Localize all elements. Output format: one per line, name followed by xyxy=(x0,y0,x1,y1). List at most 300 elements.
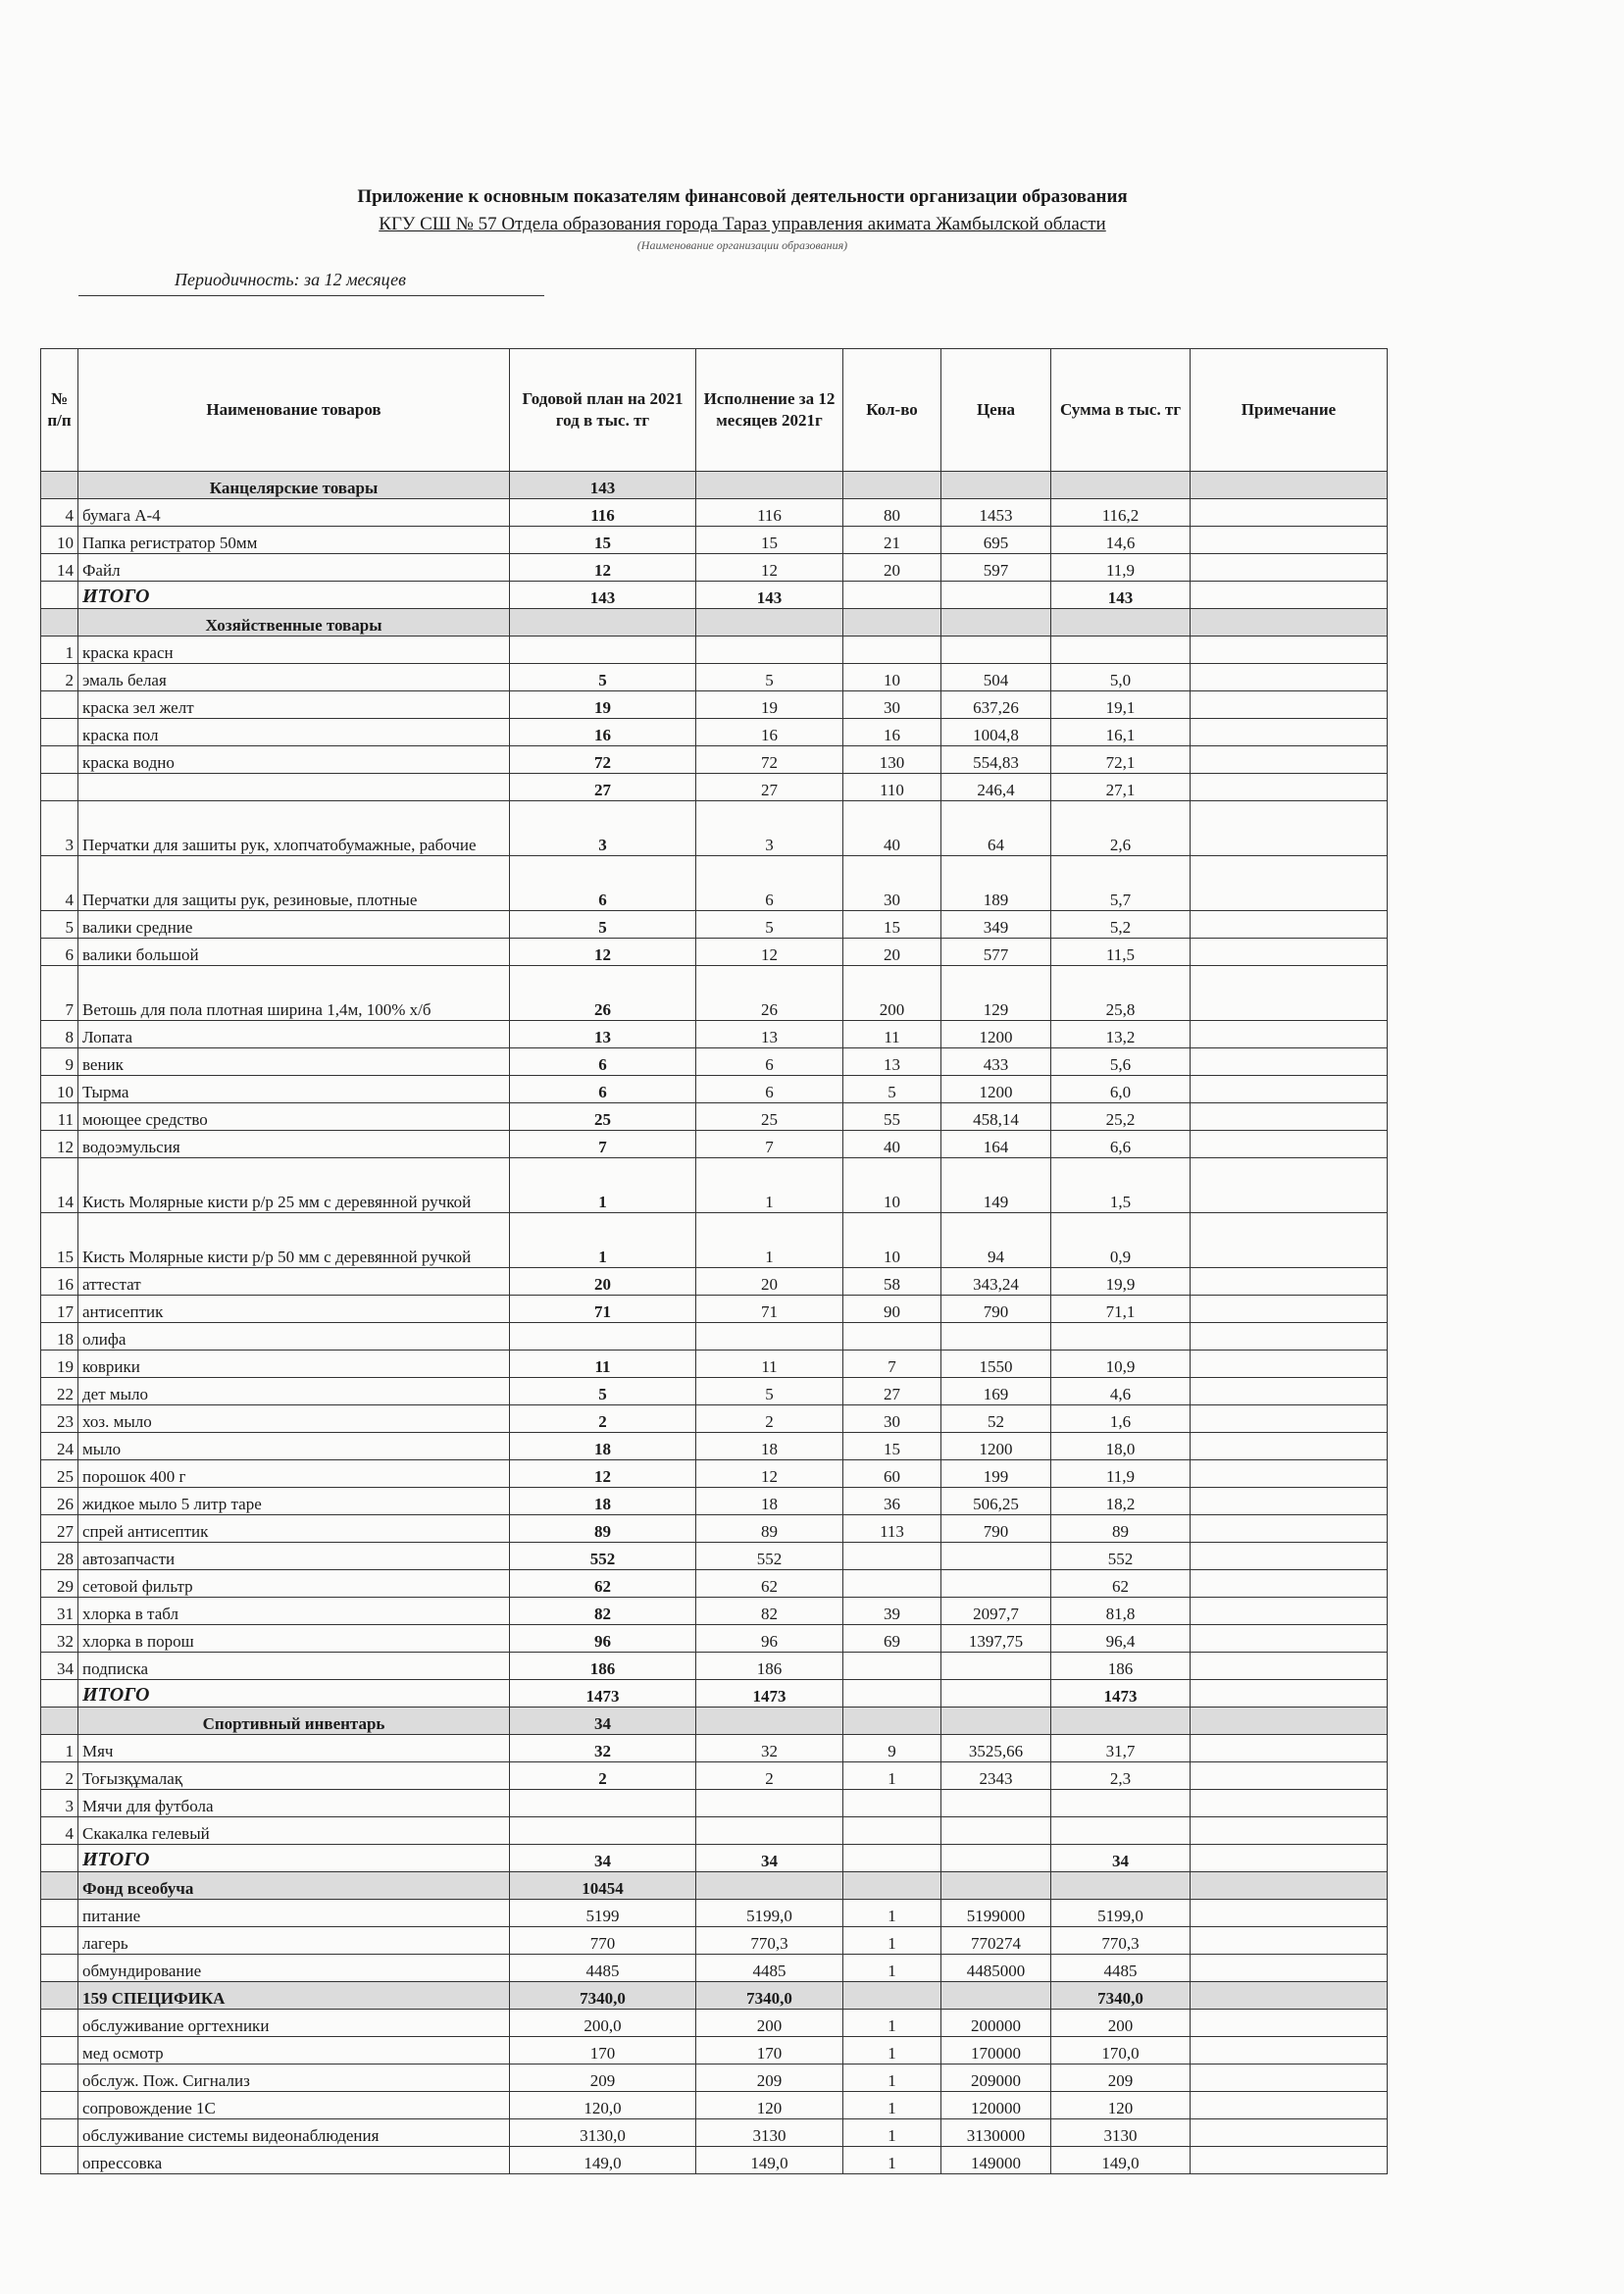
table-row-total xyxy=(41,582,1388,609)
row-exec: 5 xyxy=(696,664,843,691)
row-note xyxy=(1191,746,1388,774)
row-price: 695 xyxy=(941,527,1051,554)
row-sum: 5,7 xyxy=(1051,856,1191,911)
row-num: 32 xyxy=(41,1625,78,1653)
row-qty: 80 xyxy=(843,499,941,527)
table-row xyxy=(41,2119,1388,2147)
row-qty: 5 xyxy=(843,1076,941,1103)
row-price: 120000 xyxy=(941,2092,1051,2119)
row-note xyxy=(1191,2119,1388,2147)
row-plan: 200,0 xyxy=(510,2010,696,2037)
row-num xyxy=(41,1982,78,2010)
row-num xyxy=(41,691,78,719)
table-row xyxy=(41,746,1388,774)
row-name: Перчатки для защиты рук, резиновые, плотные xyxy=(78,856,510,911)
row-sum: 81,8 xyxy=(1051,1598,1191,1625)
table-row xyxy=(41,1131,1388,1158)
row-qty: 40 xyxy=(843,1131,941,1158)
row-plan: 120,0 xyxy=(510,2092,696,2119)
row-exec: 143 xyxy=(696,582,843,609)
row-num: 5 xyxy=(41,911,78,939)
row-note xyxy=(1191,1955,1388,1982)
row-qty xyxy=(843,609,941,637)
row-num: 19 xyxy=(41,1351,78,1378)
row-exec: 4485 xyxy=(696,1955,843,1982)
row-plan: 34 xyxy=(510,1708,696,1735)
row-name: моющее средство xyxy=(78,1103,510,1131)
row-price: 5199000 xyxy=(941,1900,1051,1927)
table-row xyxy=(41,1048,1388,1076)
row-sum: 71,1 xyxy=(1051,1296,1191,1323)
row-price: 1453 xyxy=(941,499,1051,527)
row-exec: 96 xyxy=(696,1625,843,1653)
row-note xyxy=(1191,1790,1388,1817)
table-row xyxy=(41,1158,1388,1213)
row-num: 4 xyxy=(41,1817,78,1845)
row-qty: 10 xyxy=(843,1158,941,1213)
row-plan: 26 xyxy=(510,966,696,1021)
row-note xyxy=(1191,691,1388,719)
row-plan: 72 xyxy=(510,746,696,774)
row-exec: 32 xyxy=(696,1735,843,1762)
row-qty: 15 xyxy=(843,1433,941,1460)
row-num: 10 xyxy=(41,527,78,554)
row-note xyxy=(1191,1680,1388,1708)
row-name: сопровождение 1С xyxy=(78,2092,510,2119)
row-sum: 143 xyxy=(1051,582,1191,609)
row-plan: 1 xyxy=(510,1213,696,1268)
row-note xyxy=(1191,582,1388,609)
row-num xyxy=(41,1955,78,1982)
row-plan: 7340,0 xyxy=(510,1982,696,2010)
row-plan: 143 xyxy=(510,472,696,499)
row-num: 6 xyxy=(41,939,78,966)
row-qty: 27 xyxy=(843,1378,941,1405)
row-name: Мяч xyxy=(78,1735,510,1762)
row-qty: 16 xyxy=(843,719,941,746)
row-price: 169 xyxy=(941,1378,1051,1405)
table-row xyxy=(41,1762,1388,1790)
row-price: 189 xyxy=(941,856,1051,911)
row-sum xyxy=(1051,609,1191,637)
row-exec: 2 xyxy=(696,1762,843,1790)
row-name: Перчатки для зашиты рук, хлопчатобумажные, рабочие xyxy=(78,801,510,856)
organization-name: КГУ СШ № 57 Отдела образования города Тараз управления акимата Жамбылской области xyxy=(379,214,1106,234)
row-qty: 1 xyxy=(843,2065,941,2092)
row-price: 790 xyxy=(941,1515,1051,1543)
row-name: дет мыло xyxy=(78,1378,510,1405)
row-sum: 31,7 xyxy=(1051,1735,1191,1762)
row-qty xyxy=(843,1982,941,2010)
row-qty: 21 xyxy=(843,527,941,554)
table-row xyxy=(41,1460,1388,1488)
row-qty xyxy=(843,1817,941,1845)
row-name: валики большой xyxy=(78,939,510,966)
row-note xyxy=(1191,2010,1388,2037)
row-num: 22 xyxy=(41,1378,78,1405)
row-note xyxy=(1191,1048,1388,1076)
row-name: 159 СПЕЦИФИКА xyxy=(78,1982,510,2010)
row-sum: 209 xyxy=(1051,2065,1191,2092)
row-num xyxy=(41,2065,78,2092)
row-price: 3525,66 xyxy=(941,1735,1051,1762)
row-qty: 11 xyxy=(843,1021,941,1048)
goods-table xyxy=(40,348,1388,2174)
row-price xyxy=(941,1817,1051,1845)
row-exec: 209 xyxy=(696,2065,843,2092)
row-num xyxy=(41,582,78,609)
col-header-qty: Кол-во xyxy=(843,349,941,472)
row-num: 11 xyxy=(41,1103,78,1131)
row-name: Мячи для футбола xyxy=(78,1790,510,1817)
row-name: Фонд всеобуча xyxy=(78,1872,510,1900)
table-header-row xyxy=(41,349,1388,472)
row-sum: 19,1 xyxy=(1051,691,1191,719)
table-row xyxy=(41,1296,1388,1323)
row-note xyxy=(1191,1735,1388,1762)
row-exec: 16 xyxy=(696,719,843,746)
row-exec: 71 xyxy=(696,1296,843,1323)
row-note xyxy=(1191,856,1388,911)
row-qty: 1 xyxy=(843,2119,941,2147)
row-name: Тырма xyxy=(78,1076,510,1103)
row-note xyxy=(1191,1872,1388,1900)
row-plan: 15 xyxy=(510,527,696,554)
row-price: 64 xyxy=(941,801,1051,856)
row-sum: 4485 xyxy=(1051,1955,1191,1982)
row-sum: 770,3 xyxy=(1051,1927,1191,1955)
row-sum xyxy=(1051,1323,1191,1351)
row-price: 504 xyxy=(941,664,1051,691)
table-row xyxy=(41,1927,1388,1955)
row-qty xyxy=(843,637,941,664)
row-name: Спортивный инвентарь xyxy=(78,1708,510,1735)
row-note xyxy=(1191,1570,1388,1598)
row-price: 343,24 xyxy=(941,1268,1051,1296)
row-price xyxy=(941,1680,1051,1708)
table-row-section xyxy=(41,609,1388,637)
row-price: 129 xyxy=(941,966,1051,1021)
table-row xyxy=(41,774,1388,801)
row-qty: 1 xyxy=(843,2010,941,2037)
row-exec: 1 xyxy=(696,1158,843,1213)
row-plan: 6 xyxy=(510,1076,696,1103)
row-exec: 25 xyxy=(696,1103,843,1131)
row-note xyxy=(1191,472,1388,499)
row-qty: 1 xyxy=(843,1955,941,1982)
row-price xyxy=(941,1323,1051,1351)
row-exec: 7 xyxy=(696,1131,843,1158)
row-num xyxy=(41,2010,78,2037)
row-price xyxy=(941,472,1051,499)
row-price: 94 xyxy=(941,1213,1051,1268)
row-qty: 60 xyxy=(843,1460,941,1488)
row-plan: 1473 xyxy=(510,1680,696,1708)
row-qty: 90 xyxy=(843,1296,941,1323)
row-price: 506,25 xyxy=(941,1488,1051,1515)
col-header-sum: Сумма в тыс. тг xyxy=(1051,349,1191,472)
row-price xyxy=(941,1982,1051,2010)
row-sum: 2,3 xyxy=(1051,1762,1191,1790)
row-exec: 5 xyxy=(696,911,843,939)
row-plan: 89 xyxy=(510,1515,696,1543)
row-qty: 110 xyxy=(843,774,941,801)
row-note xyxy=(1191,1625,1388,1653)
row-qty xyxy=(843,1790,941,1817)
row-sum: 7340,0 xyxy=(1051,1982,1191,2010)
row-note xyxy=(1191,1131,1388,1158)
table-row xyxy=(41,801,1388,856)
row-note xyxy=(1191,2037,1388,2065)
row-sum xyxy=(1051,637,1191,664)
row-name: хлорка в табл xyxy=(78,1598,510,1625)
row-plan: 209 xyxy=(510,2065,696,2092)
row-exec: 20 xyxy=(696,1268,843,1296)
row-note xyxy=(1191,1076,1388,1103)
row-num: 4 xyxy=(41,856,78,911)
row-qty: 39 xyxy=(843,1598,941,1625)
row-plan: 62 xyxy=(510,1570,696,1598)
row-qty: 9 xyxy=(843,1735,941,1762)
table-row xyxy=(41,554,1388,582)
row-name: мед осмотр xyxy=(78,2037,510,2065)
row-qty: 1 xyxy=(843,1900,941,1927)
row-name: краска водно xyxy=(78,746,510,774)
row-qty: 1 xyxy=(843,2147,941,2174)
row-num: 26 xyxy=(41,1488,78,1515)
row-name: Скакалка гелевый xyxy=(78,1817,510,1845)
table-row xyxy=(41,1378,1388,1405)
row-name: обслуживание оргтехники xyxy=(78,2010,510,2037)
row-plan: 5 xyxy=(510,911,696,939)
row-price: 577 xyxy=(941,939,1051,966)
row-exec: 82 xyxy=(696,1598,843,1625)
row-exec: 5 xyxy=(696,1378,843,1405)
row-sum: 62 xyxy=(1051,1570,1191,1598)
row-exec xyxy=(696,1323,843,1351)
row-price xyxy=(941,609,1051,637)
row-plan xyxy=(510,637,696,664)
row-num xyxy=(41,2037,78,2065)
row-plan: 3130,0 xyxy=(510,2119,696,2147)
row-exec: 62 xyxy=(696,1570,843,1598)
row-name: Тоғызқұмалақ xyxy=(78,1762,510,1790)
col-header-note: Примечание xyxy=(1191,349,1388,472)
row-num xyxy=(41,1900,78,1927)
row-exec: 6 xyxy=(696,1076,843,1103)
row-num: 3 xyxy=(41,801,78,856)
row-note xyxy=(1191,1405,1388,1433)
row-exec: 12 xyxy=(696,554,843,582)
row-note xyxy=(1191,1488,1388,1515)
row-note xyxy=(1191,1351,1388,1378)
row-price: 433 xyxy=(941,1048,1051,1076)
row-plan: 1 xyxy=(510,1158,696,1213)
row-num: 31 xyxy=(41,1598,78,1625)
row-sum: 6,6 xyxy=(1051,1131,1191,1158)
row-name: Кисть Молярные кисти р/р 25 мм с деревянной ручкой xyxy=(78,1158,510,1213)
row-sum: 18,0 xyxy=(1051,1433,1191,1460)
row-price: 246,4 xyxy=(941,774,1051,801)
row-note xyxy=(1191,966,1388,1021)
row-name: хлорка в порош xyxy=(78,1625,510,1653)
row-price: 4485000 xyxy=(941,1955,1051,1982)
row-num xyxy=(41,1680,78,1708)
row-sum xyxy=(1051,1872,1191,1900)
row-num xyxy=(41,746,78,774)
row-exec: 6 xyxy=(696,1048,843,1076)
row-plan: 12 xyxy=(510,554,696,582)
row-exec: 18 xyxy=(696,1433,843,1460)
row-num xyxy=(41,609,78,637)
row-sum: 3130 xyxy=(1051,2119,1191,2147)
row-plan: 82 xyxy=(510,1598,696,1625)
row-name: веник xyxy=(78,1048,510,1076)
row-price xyxy=(941,1845,1051,1872)
row-plan: 96 xyxy=(510,1625,696,1653)
row-note xyxy=(1191,1103,1388,1131)
row-sum: 13,2 xyxy=(1051,1021,1191,1048)
row-num: 25 xyxy=(41,1460,78,1488)
row-name: краска пол xyxy=(78,719,510,746)
row-note xyxy=(1191,801,1388,856)
row-note xyxy=(1191,1927,1388,1955)
row-num xyxy=(41,1708,78,1735)
table-row-section xyxy=(41,472,1388,499)
table-row xyxy=(41,1625,1388,1653)
row-sum: 96,4 xyxy=(1051,1625,1191,1653)
row-note xyxy=(1191,637,1388,664)
row-name: ИТОГО xyxy=(78,582,510,609)
row-name: опрессовка xyxy=(78,2147,510,2174)
row-qty xyxy=(843,582,941,609)
col-header-plan: Годовой план на 2021 год в тыс. тг xyxy=(510,349,696,472)
row-plan: 3 xyxy=(510,801,696,856)
row-plan: 4485 xyxy=(510,1955,696,1982)
table-row xyxy=(41,664,1388,691)
row-plan xyxy=(510,609,696,637)
row-sum: 72,1 xyxy=(1051,746,1191,774)
row-sum: 552 xyxy=(1051,1543,1191,1570)
row-exec: 2 xyxy=(696,1405,843,1433)
row-num: 12 xyxy=(41,1131,78,1158)
table-row xyxy=(41,1955,1388,1982)
table-row xyxy=(41,2065,1388,2092)
row-qty: 1 xyxy=(843,2092,941,2119)
row-note xyxy=(1191,911,1388,939)
row-sum: 89 xyxy=(1051,1515,1191,1543)
row-plan: 18 xyxy=(510,1488,696,1515)
row-plan xyxy=(510,1323,696,1351)
row-qty: 1 xyxy=(843,2037,941,2065)
row-plan: 16 xyxy=(510,719,696,746)
row-qty: 200 xyxy=(843,966,941,1021)
row-note xyxy=(1191,1653,1388,1680)
row-sum: 1,5 xyxy=(1051,1158,1191,1213)
row-qty xyxy=(843,1570,941,1598)
table-row-total xyxy=(41,1845,1388,1872)
row-sum: 18,2 xyxy=(1051,1488,1191,1515)
table-row-fund xyxy=(41,1982,1388,2010)
row-num xyxy=(41,2092,78,2119)
row-name: Ветошь для пола плотная ширина 1,4м, 100% х/б xyxy=(78,966,510,1021)
row-note xyxy=(1191,1433,1388,1460)
row-sum: 6,0 xyxy=(1051,1076,1191,1103)
table-row xyxy=(41,1570,1388,1598)
row-note xyxy=(1191,609,1388,637)
row-num: 29 xyxy=(41,1570,78,1598)
row-exec: 6 xyxy=(696,856,843,911)
table-row xyxy=(41,1021,1388,1048)
row-qty: 69 xyxy=(843,1625,941,1653)
row-exec: 15 xyxy=(696,527,843,554)
row-name: ИТОГО xyxy=(78,1680,510,1708)
row-price xyxy=(941,1653,1051,1680)
row-qty: 58 xyxy=(843,1268,941,1296)
row-plan: 34 xyxy=(510,1845,696,1872)
row-exec: 116 xyxy=(696,499,843,527)
row-exec: 18 xyxy=(696,1488,843,1515)
row-exec: 186 xyxy=(696,1653,843,1680)
row-name: обмундирование xyxy=(78,1955,510,1982)
row-price: 199 xyxy=(941,1460,1051,1488)
row-num: 17 xyxy=(41,1296,78,1323)
row-note xyxy=(1191,1021,1388,1048)
row-note xyxy=(1191,664,1388,691)
row-name: аттестат xyxy=(78,1268,510,1296)
table-row xyxy=(41,637,1388,664)
row-exec: 120 xyxy=(696,2092,843,2119)
row-plan: 12 xyxy=(510,1460,696,1488)
row-num xyxy=(41,1845,78,1872)
row-name: обслуживание системы видеонаблюдения xyxy=(78,2119,510,2147)
row-exec: 770,3 xyxy=(696,1927,843,1955)
row-num: 16 xyxy=(41,1268,78,1296)
row-sum: 11,5 xyxy=(1051,939,1191,966)
row-num xyxy=(41,774,78,801)
row-note xyxy=(1191,1378,1388,1405)
table-row xyxy=(41,1653,1388,1680)
row-name: мыло xyxy=(78,1433,510,1460)
row-price: 2097,7 xyxy=(941,1598,1051,1625)
row-qty xyxy=(843,1543,941,1570)
row-qty: 20 xyxy=(843,554,941,582)
row-name: олифа xyxy=(78,1323,510,1351)
row-note xyxy=(1191,1845,1388,1872)
row-price: 637,26 xyxy=(941,691,1051,719)
row-plan: 552 xyxy=(510,1543,696,1570)
row-price: 1200 xyxy=(941,1433,1051,1460)
row-plan: 186 xyxy=(510,1653,696,1680)
row-name: обслуж. Пож. Сигнализ xyxy=(78,2065,510,2092)
row-note xyxy=(1191,2065,1388,2092)
row-num: 18 xyxy=(41,1323,78,1351)
row-price: 1397,75 xyxy=(941,1625,1051,1653)
table-row xyxy=(41,499,1388,527)
row-exec xyxy=(696,1790,843,1817)
row-exec: 19 xyxy=(696,691,843,719)
row-name: валики средние xyxy=(78,911,510,939)
row-plan: 20 xyxy=(510,1268,696,1296)
row-price: 1550 xyxy=(941,1351,1051,1378)
row-num xyxy=(41,2119,78,2147)
row-note xyxy=(1191,1158,1388,1213)
row-sum: 34 xyxy=(1051,1845,1191,1872)
table-row xyxy=(41,1900,1388,1927)
row-exec: 552 xyxy=(696,1543,843,1570)
col-header-name: Наименование товаров xyxy=(78,349,510,472)
row-sum: 27,1 xyxy=(1051,774,1191,801)
